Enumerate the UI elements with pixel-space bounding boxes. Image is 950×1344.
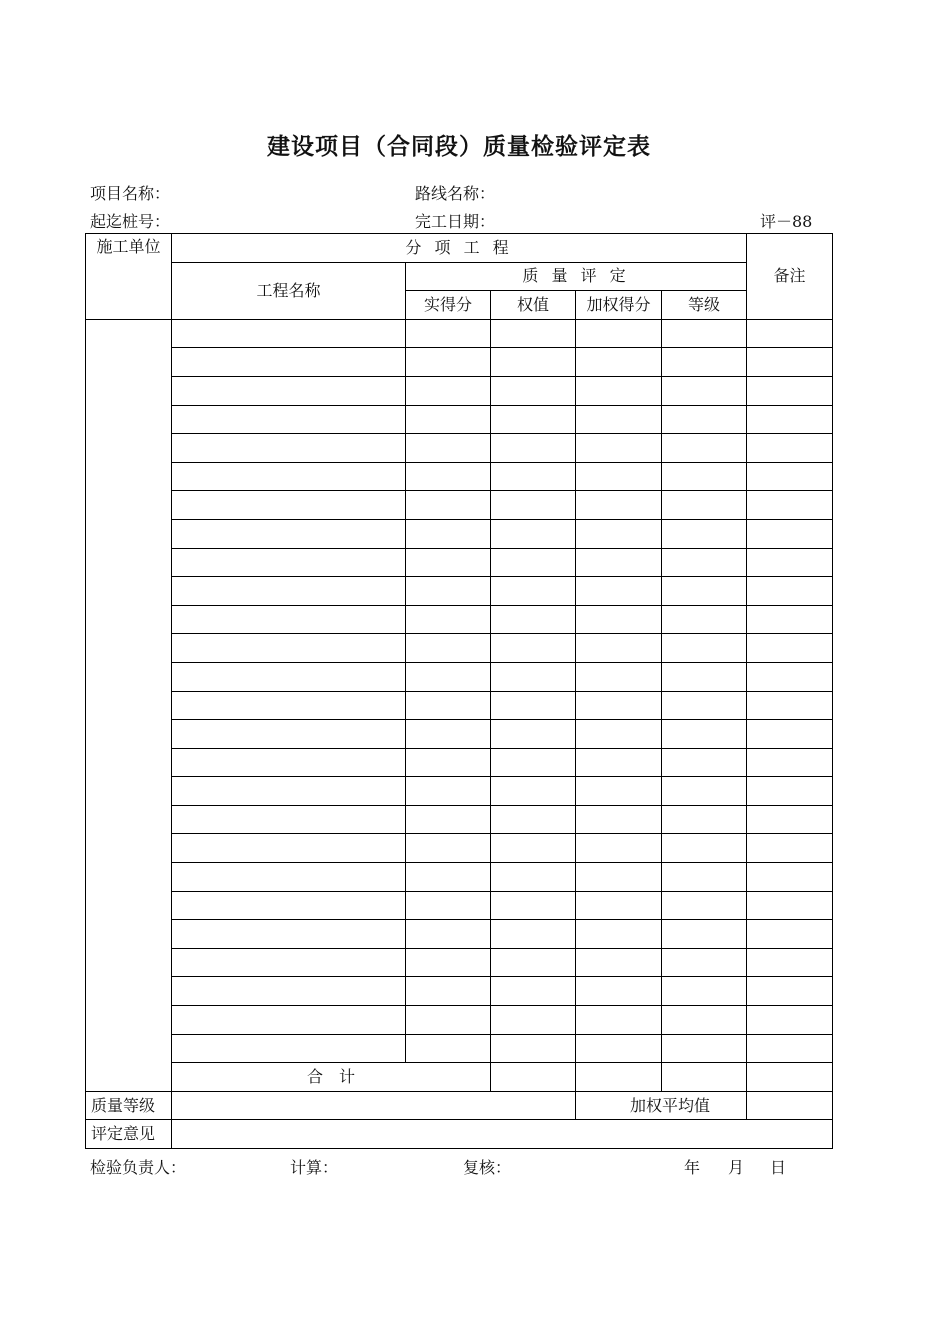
table-cell[interactable] [576,376,662,405]
weighted-score-header: 加权得分 [576,291,662,320]
total-remarks-cell[interactable] [747,1063,833,1092]
total-label: 合 计 [172,1063,491,1092]
table-cell[interactable] [491,519,576,548]
table-row [86,348,833,377]
table-cell[interactable] [406,1034,491,1063]
table-cell[interactable] [662,405,747,434]
table-cell[interactable] [406,548,491,577]
table-cell[interactable] [576,519,662,548]
table-cell[interactable] [747,920,833,949]
table-cell[interactable] [747,891,833,920]
table-row [86,720,833,749]
table-cell[interactable] [662,691,747,720]
table-cell[interactable] [747,348,833,377]
table-cell[interactable] [747,491,833,520]
table-cell[interactable] [172,319,406,348]
table-cell[interactable] [662,805,747,834]
table-cell[interactable] [406,519,491,548]
table-cell[interactable] [172,577,406,606]
table-cell[interactable] [747,462,833,491]
table-cell[interactable] [406,348,491,377]
table-cell[interactable] [172,748,406,777]
table-cell[interactable] [576,805,662,834]
construction-unit-header: 施工单位 [86,234,172,320]
table-cell[interactable] [662,577,747,606]
table-cell[interactable] [172,691,406,720]
actual-score-header: 实得分 [406,291,491,320]
table-cell[interactable] [747,605,833,634]
table-cell[interactable] [576,491,662,520]
table-cell[interactable] [406,634,491,663]
table-cell[interactable] [491,376,576,405]
table-cell[interactable] [406,948,491,977]
table-cell[interactable] [172,948,406,977]
table-cell[interactable] [491,805,576,834]
sub-item-project-header: 分 项 工 程 [172,234,747,263]
table-cell[interactable] [491,462,576,491]
route-name-label: 路线名称： [415,184,496,203]
table-cell[interactable] [406,662,491,691]
year-label: 年 [684,1158,701,1177]
project-name-header: 工程名称 [172,262,406,319]
completion-date-label: 完工日期： [415,212,496,231]
table-cell[interactable] [747,805,833,834]
table-cell[interactable] [406,405,491,434]
total-grade-cell[interactable] [662,1063,747,1092]
table-row [86,1006,833,1035]
table-cell[interactable] [747,1006,833,1035]
quality-grade-label: 质量等级 [86,1091,172,1120]
table-cell[interactable] [172,891,406,920]
calculation-label: 计算： [290,1158,339,1177]
table-cell[interactable] [576,548,662,577]
table-cell[interactable] [172,376,406,405]
quality-grade-value[interactable] [172,1091,576,1120]
grade-header: 等级 [662,291,747,320]
table-cell[interactable] [747,1034,833,1063]
table-cell[interactable] [662,376,747,405]
table-row [86,405,833,434]
header-row-1 [86,234,833,263]
table-cell[interactable] [491,605,576,634]
page-title: 建设项目（合同段）质量检验评定表 [267,133,651,160]
total-weighted-score-cell[interactable] [576,1063,662,1092]
table-cell[interactable] [747,548,833,577]
table-cell[interactable] [491,720,576,749]
table-cell[interactable] [576,405,662,434]
table-cell[interactable] [747,434,833,463]
table-row [86,662,833,691]
table-cell[interactable] [576,920,662,949]
table-cell[interactable] [747,691,833,720]
table-cell[interactable] [747,405,833,434]
table-cell[interactable] [576,1034,662,1063]
table-cell[interactable] [662,777,747,806]
form-number: 评－88 [760,212,813,231]
table-cell[interactable] [662,1034,747,1063]
table-cell[interactable] [662,948,747,977]
table-cell[interactable] [491,691,576,720]
table-cell[interactable] [406,720,491,749]
total-weight-cell[interactable] [491,1063,576,1092]
table-row [86,605,833,634]
table-cell[interactable] [576,863,662,892]
table-cell[interactable] [491,491,576,520]
table-cell[interactable] [406,777,491,806]
table-cell[interactable] [662,863,747,892]
table-cell[interactable] [172,863,406,892]
table-row [86,1034,833,1063]
weighted-average-value[interactable] [747,1091,833,1120]
table-cell[interactable] [406,834,491,863]
station-label: 起迄桩号： [90,212,171,231]
table-cell[interactable] [491,948,576,977]
table-cell[interactable] [172,720,406,749]
table-cell[interactable] [747,519,833,548]
table-row [86,491,833,520]
table-cell[interactable] [576,1006,662,1035]
table-cell[interactable] [576,348,662,377]
table-cell[interactable] [491,348,576,377]
table-cell[interactable] [576,634,662,663]
table-cell[interactable] [172,834,406,863]
table-cell[interactable] [172,519,406,548]
table-cell[interactable] [491,662,576,691]
table-cell[interactable] [406,977,491,1006]
table-cell[interactable] [406,691,491,720]
table-cell[interactable] [491,319,576,348]
table-cell[interactable] [576,691,662,720]
table-cell[interactable] [172,1006,406,1035]
table-cell[interactable] [406,319,491,348]
table-row [86,748,833,777]
weighted-average-label: 加权平均值 [576,1091,747,1120]
table-cell[interactable] [491,1006,576,1035]
table-cell[interactable] [406,491,491,520]
month-label: 月 [728,1158,745,1177]
table-cell[interactable] [406,434,491,463]
table-cell[interactable] [172,605,406,634]
table-cell[interactable] [662,834,747,863]
review-label: 复核： [463,1158,512,1177]
table-cell[interactable] [172,405,406,434]
table-cell[interactable] [576,748,662,777]
table-row [86,376,833,405]
table-cell[interactable] [576,720,662,749]
table-cell[interactable] [406,577,491,606]
table-cell[interactable] [491,1034,576,1063]
table-cell[interactable] [172,462,406,491]
table-cell[interactable] [747,319,833,348]
table-cell[interactable] [576,434,662,463]
table-cell[interactable] [491,577,576,606]
quality-evaluation-header: 质 量 评 定 [406,262,747,291]
table-body [86,234,833,1149]
table-cell[interactable] [172,1034,406,1063]
table-cell[interactable] [406,920,491,949]
table-cell[interactable] [662,319,747,348]
table-cell[interactable] [172,348,406,377]
table-row [86,319,833,348]
table-row [86,462,833,491]
table-row [86,891,833,920]
table-row [86,777,833,806]
table-row [86,805,833,834]
table-cell[interactable] [491,634,576,663]
table-cell[interactable] [576,977,662,1006]
table-cell[interactable] [491,891,576,920]
table-cell[interactable] [406,805,491,834]
table-cell[interactable] [662,891,747,920]
total-row [86,1063,833,1092]
table-cell[interactable] [662,462,747,491]
table-cell[interactable] [747,634,833,663]
table-cell[interactable] [747,577,833,606]
table-cell[interactable] [576,577,662,606]
table-cell[interactable] [576,319,662,348]
table-cell[interactable] [662,548,747,577]
table-cell[interactable] [576,891,662,920]
evaluation-opinion-label: 评定意见 [86,1120,172,1149]
table-row [86,863,833,892]
quality-grade-row [86,1091,833,1120]
table-cell[interactable] [576,662,662,691]
remarks-header: 备注 [747,234,833,320]
table-cell[interactable] [172,977,406,1006]
table-cell[interactable] [172,548,406,577]
table-cell[interactable] [662,634,747,663]
table-cell[interactable] [491,834,576,863]
table-cell[interactable] [747,834,833,863]
table-cell[interactable] [491,748,576,777]
table-cell[interactable] [662,977,747,1006]
table-cell[interactable] [172,662,406,691]
table-cell[interactable] [406,863,491,892]
table-cell[interactable] [576,605,662,634]
table-cell[interactable] [747,948,833,977]
table-cell[interactable] [576,948,662,977]
table-row [86,834,833,863]
table-row [86,634,833,663]
table-cell[interactable] [662,434,747,463]
table-cell[interactable] [662,605,747,634]
table-cell[interactable] [406,462,491,491]
table-cell[interactable] [491,920,576,949]
table-cell[interactable] [662,662,747,691]
evaluation-opinion-row [86,1120,833,1149]
evaluation-opinion-value[interactable] [172,1120,833,1149]
table-row [86,948,833,977]
weight-header: 权值 [491,291,576,320]
table-row [86,920,833,949]
table-cell[interactable] [406,891,491,920]
table-cell[interactable] [747,777,833,806]
header-row-2 [86,262,833,291]
table-cell[interactable] [662,348,747,377]
table-cell[interactable] [172,920,406,949]
construction-unit-cell[interactable] [86,319,172,1091]
inspector-label: 检验负责人： [90,1158,187,1177]
table-cell[interactable] [747,977,833,1006]
table-cell[interactable] [172,634,406,663]
table-cell[interactable] [491,405,576,434]
table-cell[interactable] [662,1006,747,1035]
table-cell[interactable] [172,805,406,834]
table-cell[interactable] [172,434,406,463]
table-cell[interactable] [747,720,833,749]
table-row [86,548,833,577]
table-cell[interactable] [491,977,576,1006]
table-cell[interactable] [406,376,491,405]
table-cell[interactable] [406,605,491,634]
day-label: 日 [770,1158,787,1177]
table-cell[interactable] [662,491,747,520]
table-row [86,977,833,1006]
evaluation-table [85,233,833,1149]
table-cell[interactable] [172,491,406,520]
table-cell[interactable] [491,863,576,892]
table-cell[interactable] [576,462,662,491]
table-cell[interactable] [406,1006,491,1035]
table-cell[interactable] [662,920,747,949]
table-row [86,434,833,463]
table-cell[interactable] [662,748,747,777]
table-row [86,519,833,548]
table-cell[interactable] [747,376,833,405]
table-cell[interactable] [406,748,491,777]
table-row [86,691,833,720]
table-cell[interactable] [747,662,833,691]
table-cell[interactable] [576,834,662,863]
table-row [86,577,833,606]
table-cell[interactable] [662,519,747,548]
table-cell[interactable] [576,777,662,806]
table-cell[interactable] [747,863,833,892]
table-cell[interactable] [747,748,833,777]
project-name-label: 项目名称： [90,184,171,203]
table-cell[interactable] [491,548,576,577]
table-cell[interactable] [491,777,576,806]
table-cell[interactable] [662,720,747,749]
table-cell[interactable] [172,777,406,806]
table-cell[interactable] [491,434,576,463]
